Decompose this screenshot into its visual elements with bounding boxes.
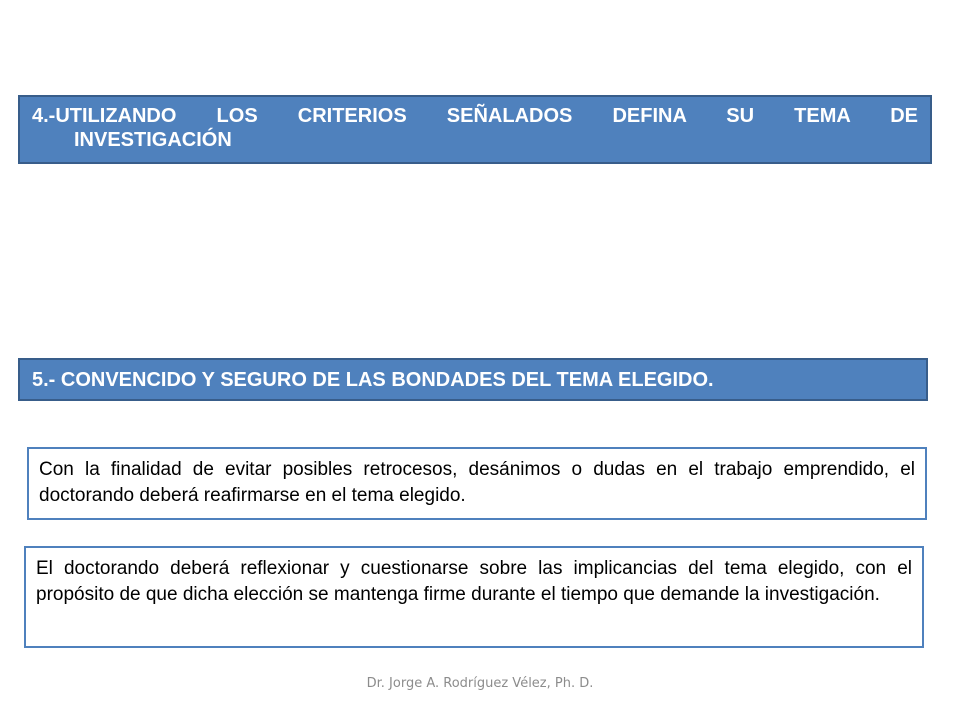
- paragraph-reflect-text: El doctorando deberá reflexionar y cuestionarse sobre las implicancias del tema elegido, con el propósito de que dicha elección se mantenga firme durante el tiempo que demande la investigación.: [36, 558, 912, 605]
- section-4-title-line1: 4.-UTILIZANDO LOS CRITERIOS SEÑALADOS DEFINA SU TEMA DE: [32, 105, 918, 127]
- section-4-banner: [18, 95, 932, 164]
- slide-footer: Dr. Jorge A. Rodríguez Vélez, Ph. D.: [366, 676, 594, 691]
- paragraph-box-reaffirm: [27, 447, 927, 520]
- section-5-banner: [18, 358, 928, 401]
- paragraph-box-reflect: [24, 546, 924, 648]
- section-5-title: 5.- CONVENCIDO Y SEGURO DE LAS BONDADES DEL TEMA ELEGIDO.: [32, 369, 714, 391]
- paragraph-reaffirm-text: Con la finalidad de evitar posibles retrocesos, desánimos o dudas en el trabajo emprendido, el doctorando deberá reafirmarse en el tema elegido.: [39, 459, 915, 506]
- section-4-title-line2: INVESTIGACIÓN: [74, 129, 232, 151]
